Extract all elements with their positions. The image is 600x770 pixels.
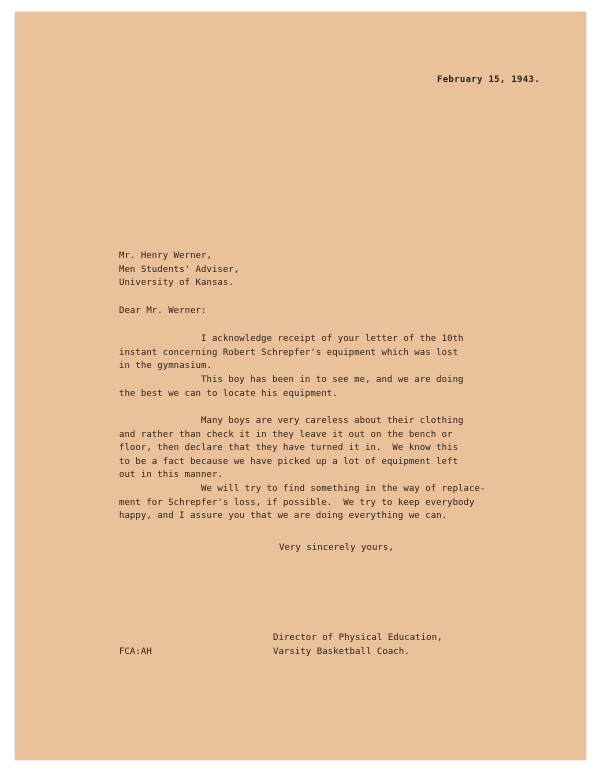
paragraph-line: Many boys are very careless about their clothing (119, 416, 464, 426)
letter-sheet (15, 12, 586, 760)
paragraph-line: in the gymnasium. (119, 361, 212, 371)
paragraph-line: happy, and I assure you that we are doing everything we can. (119, 511, 448, 521)
letter-date: February 15, 1943. (437, 75, 540, 85)
signature-title: Director of Physical Education, (273, 633, 443, 643)
recipient-address (119, 250, 239, 291)
body-paragraph-3 (119, 415, 519, 483)
paragraph-line: the best we can to locate his equipment. (119, 388, 338, 399)
paragraph-line: to be a fact because we have picked up a lot of equipment left (119, 456, 459, 467)
paragraph-line: I acknowledge receipt of your letter of the 10th (119, 334, 464, 344)
recipient-title: Men Students' Adviser, (119, 264, 240, 275)
body-paragraph-2 (119, 374, 519, 401)
reference-initials: FCA:AH (119, 647, 152, 657)
salutation: Dear Mr. Werner: (119, 306, 207, 316)
paragraph-line: and rather than check it in they leave it out on the bench or (119, 429, 453, 440)
recipient-institution: University of Kansas. (119, 278, 234, 288)
body-paragraph-4 (119, 483, 519, 524)
signature-title: Varsity Basketball Coach. (273, 646, 410, 657)
paragraph-line: floor, then declare that they have turned it in. We know this (119, 443, 459, 453)
paragraph-line: out in this manner. (119, 470, 223, 480)
closing: Very sincerely yours, (279, 543, 394, 553)
paragraph-line: We will try to find something in the way of replace- (119, 484, 486, 494)
body-paragraph-1 (119, 333, 519, 374)
paragraph-line: ment for Schrepfer's loss, if possible. We try to keep everybody (119, 497, 475, 508)
paragraph-line: This boy has been in to see me, and we are doing (119, 375, 464, 385)
recipient-name: Mr. Henry Werner, (119, 251, 212, 261)
signature-block (273, 632, 443, 659)
paragraph-line: instant concerning Robert Schrepfer's equipment which was lost (119, 347, 459, 358)
